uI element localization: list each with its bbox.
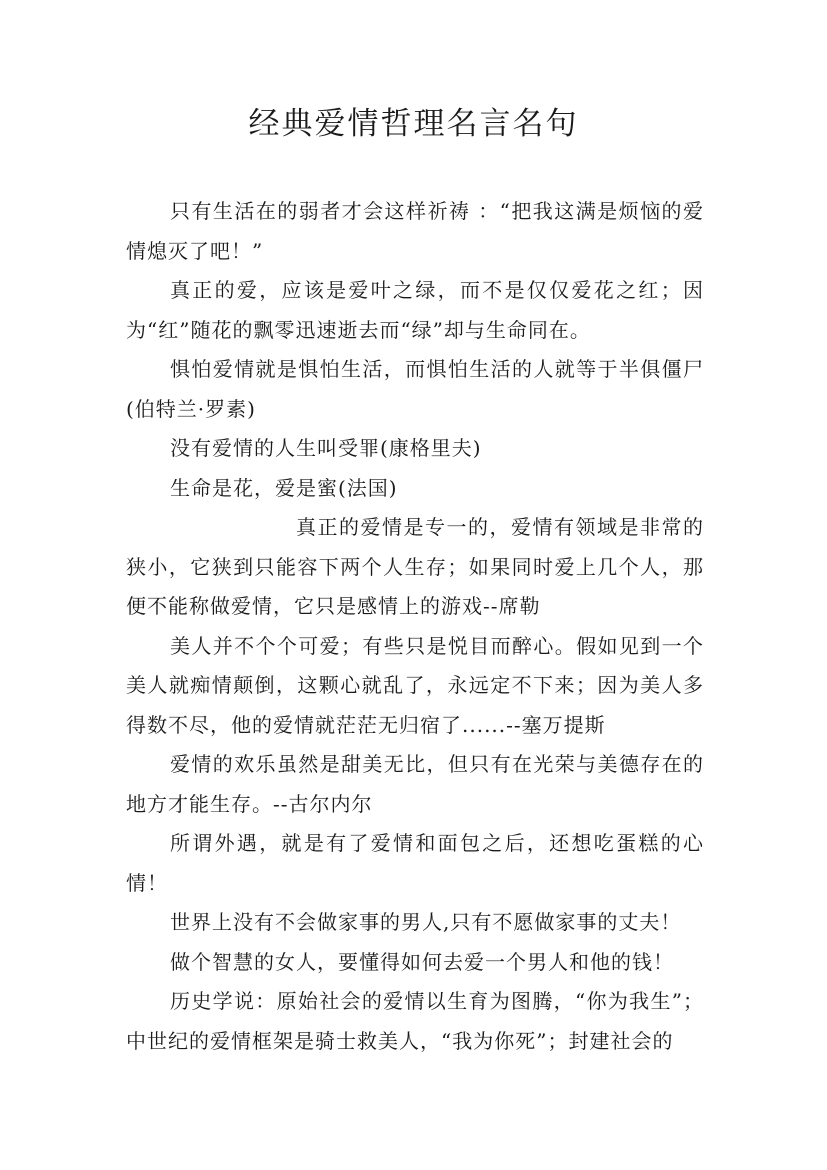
paragraph: 做个智慧的女人，要懂得如何去爱一个男人和他的钱！: [170, 949, 674, 974]
paragraph: 真正的爱，应该是爱叶之绿，而不是仅仅爱花之红；因为“红”随花的飘零迅速逝去而“绿”却与生命同在。: [126, 278, 704, 342]
paragraph: 真正的爱情是专一的，爱情有领域是非常的狭小，它狭到只能容下两个人生存；如果同时爱上几个人，那便不能称做爱情，它只是感情上的游戏--席勒: [126, 515, 704, 618]
document-title: 经典爱情哲理名言名句: [248, 106, 579, 142]
paragraph: 世界上没有不会做家事的男人,只有不愿做家事的丈夫！: [170, 910, 682, 934]
paragraph: 爱情的欢乐虽然是甜美无比，但只有在光荣与美德存在的地方才能生存。--古尔内尔: [126, 752, 704, 816]
paragraph: 美人并不个个可爱；有些只是悦目而醉心。假如见到一个美人就痴情颠倒，这颗心就乱了，永远定不下来；因为美人多得数不尽，他的爱情就茫茫无归宿了......--塞万提斯: [126, 633, 704, 737]
paragraph: 所谓外遇，就是有了爱情和面包之后，还想吃蛋糕的心情！: [126, 831, 704, 895]
paragraph: 惧怕爱情就是惧怕生活，而惧怕生活的人就等于半俱僵尸(伯特兰·罗素): [126, 357, 704, 421]
paragraph: 没有爱情的人生叫受罪(康格里夫): [170, 436, 482, 460]
paragraph: 生命是花，爱是蜜(法国): [170, 475, 398, 500]
paragraph: 只有生活在的弱者才会这样祈祷 ：“把我这满是烦恼的爱情熄灭了吧！”: [126, 199, 704, 263]
document-body: [126, 192, 704, 1061]
paragraph: 历史学说：原始社会的爱情以生育为图腾，“你为我生”；中世纪的爱情框架是骑士救美人，“我为你死”；封建社会的: [126, 989, 704, 1053]
